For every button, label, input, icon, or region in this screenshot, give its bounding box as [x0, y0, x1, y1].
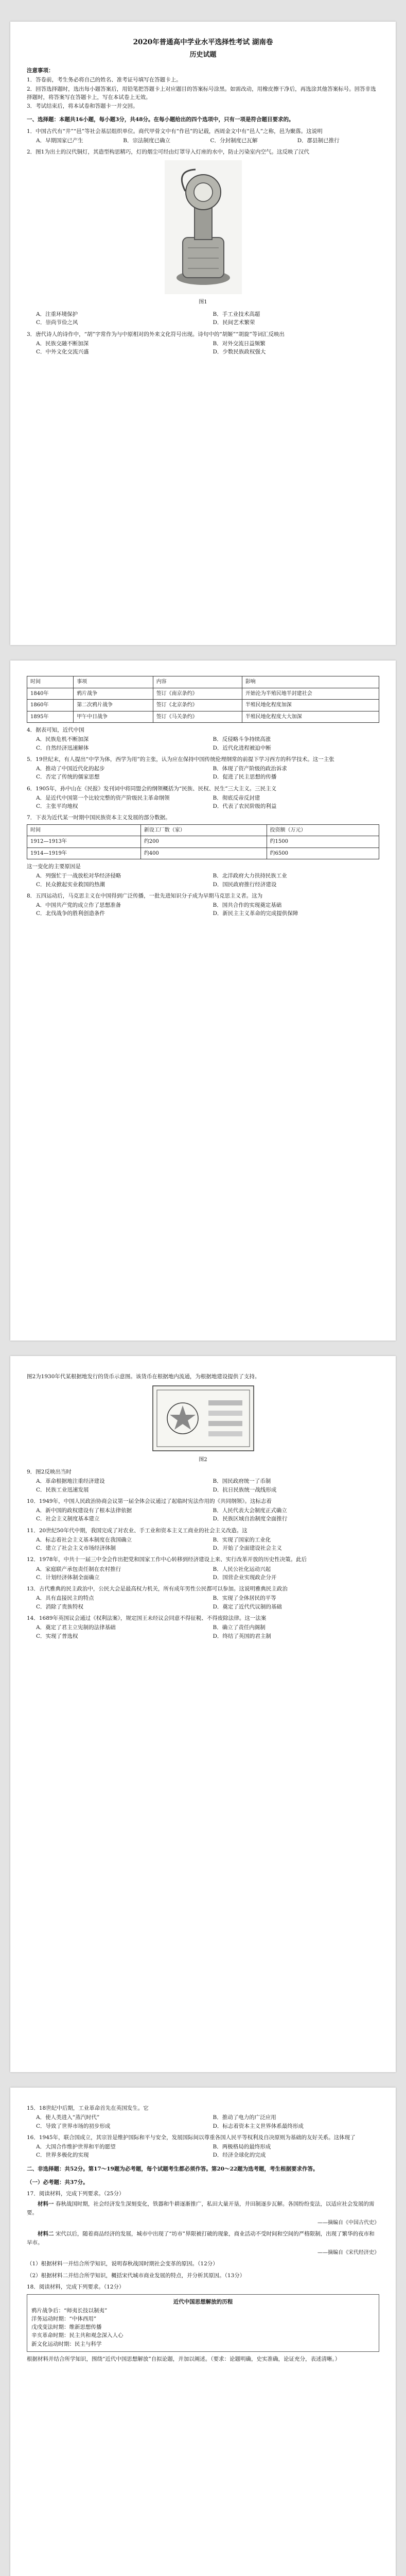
option: B．国民政府统一了币制 — [213, 1478, 271, 1485]
table-cell: 鸦片战争 — [74, 688, 153, 700]
option: A．家庭联产承包责任制在农村推行 — [36, 1566, 121, 1572]
table-cell: 约400 — [140, 848, 267, 859]
question-16: 16．1945年，联合国成立，其宗旨是维护国际和平与安全，发展国际间以尊重各国人民平等权利及自决原则为基础的友好关系。这体现了 — [27, 2134, 356, 2141]
exam-page-4 — [10, 2088, 396, 2576]
option: B．实现了全体居民的平等 — [213, 1595, 276, 1602]
question-14-options — [36, 1623, 379, 1640]
table-cell: 第二次鸦片战争 — [74, 700, 153, 711]
question-15-options — [36, 2113, 379, 2130]
option: C．自然经济迅速解体 — [36, 744, 89, 751]
question-1: 1．中国古代有“井”“邑”等社会基层组织单位。商代甲骨文中有“作邑”的记载，西周金文中有“邑人”之称，邑为聚落。这说明 — [27, 128, 323, 134]
table-cell: 约1500 — [267, 836, 379, 848]
table-cell: 签订《北京条约》 — [153, 700, 242, 711]
figure-1 — [27, 160, 379, 306]
option: B．手工业技术高超 — [213, 311, 260, 318]
question-12-options — [36, 1565, 379, 1582]
option: D．国民政府推行经济建设 — [213, 881, 277, 888]
table-cell: 新设工厂数（家） — [140, 824, 267, 836]
question-2-options — [36, 310, 379, 327]
question-4: 4．据表可知，近代中国 — [27, 727, 84, 733]
subsection-heading: （一）必考题：共37分。 — [27, 2179, 89, 2185]
option: A．标志着社会主义基本制度在我国确立 — [36, 1536, 132, 1543]
exam-subtitle: 历史试题 — [189, 50, 217, 59]
bronze-lamp-image — [165, 160, 242, 294]
table-row — [27, 836, 379, 848]
option: C．建立了社会主义市场经济体制 — [36, 1545, 116, 1552]
question-16-options — [36, 2143, 379, 2160]
table-row — [27, 711, 379, 723]
question-17: 17．阅读材料，完成下列要求。（25分） — [27, 2191, 125, 2197]
box-line: 辛亥革命时期：民主共和观念深入人心 — [31, 2332, 123, 2339]
question-7: 7．下表为近代某一时期中国民族资本主义发展的部分数据。 — [27, 815, 171, 821]
box-line: 戊戌变法时期：维新思想传播 — [31, 2324, 102, 2331]
section-heading: 一、选择题：本题共16小题，每小题3分，共48分。在每小题给出的四个选项中，只有一项是符合题目要求的。 — [27, 116, 294, 123]
option: C．主张平均地权 — [36, 803, 78, 810]
option: C．社会主义制度基本建立 — [36, 1516, 100, 1522]
option: C．导致了世界市场的初步形成 — [36, 2123, 111, 2129]
figure-2 — [27, 1385, 379, 1464]
exam-page-3 — [10, 1356, 396, 2072]
table-cell: 1914—1919年 — [27, 848, 141, 859]
question-8: 8．五四运动后，马克思主义在中国得到广泛传播，一批先进知识分子成为早期马克思主义者。这为 — [27, 892, 263, 899]
requirement: 根据材料并结合所学知识，围绕“近代中国思想解放”自拟论题，并加以阐述。（要求：论题明确，史实准确，论证充分，表述清晰。） — [27, 2355, 341, 2362]
table-cell: 1840年 — [27, 688, 74, 700]
table-row — [27, 824, 379, 836]
question-15: 15．18世纪中后期，工业革命首先在英国发生。它 — [27, 2105, 149, 2111]
table-cell: 时间 — [27, 676, 74, 688]
section-heading: 二、非选择题：共52分。第17～19题为必考题，每个试题考生都必须作答。第20～22题为选考题，考生根据要求作答。 — [27, 2165, 319, 2172]
option: D．抗日民族统一战线形成 — [213, 1486, 277, 1493]
table-cell: 1895年 — [27, 711, 74, 723]
table-cell: 1860年 — [27, 700, 74, 711]
option: C．实现了普选权 — [36, 1633, 78, 1639]
notice-item: 3．考试结束后，将本试卷和答题卡一并交回。 — [27, 103, 138, 110]
option: B．人民公社化运动兴起 — [213, 1566, 271, 1572]
currency-illustration — [152, 1385, 255, 1452]
option: B．反侵略斗争持续高涨 — [213, 736, 271, 743]
question-13-options — [36, 1594, 379, 1611]
table-cell: 半殖民地化程度大大加深 — [242, 711, 379, 723]
question-3: 3．唐代诗人的诗作中，“胡”字常作为与中原相对的外来文化符号出现。诗句中的“胡姬”“胡旋”等词汇反映出 — [27, 331, 285, 337]
material — [27, 2200, 379, 2217]
figure-1-caption: 图1 — [199, 299, 207, 305]
option: B．实现了国家的工业化 — [213, 1536, 271, 1543]
option: B．体现了资产阶级的政治诉求 — [213, 766, 287, 772]
material-source: ——摘编自《中国古代史》 — [317, 2219, 379, 2226]
question-14: 14．1689年英国议会通过《权利法案》，规定国王未经议会同意不得征税、不得废除法律。这一法案 — [27, 1615, 267, 1622]
table-row — [27, 848, 379, 859]
table-cell: 开始沦为半殖民地半封建社会 — [242, 688, 379, 700]
notice-block — [27, 66, 379, 110]
question-11-options — [36, 1536, 379, 1553]
question-2: 2．图1为出土的汉代铜灯，其造型构思精巧，灯的烟尘可经由灯罩导入灯座的水中，防止污染室内空气。这反映了汉代 — [27, 149, 309, 156]
notice-item: 1．答卷前，考生务必将自己的姓名、准考证号填写在答题卡上。 — [27, 77, 182, 83]
question-6-options — [36, 794, 379, 811]
option: A．具有直接民主的特点 — [36, 1595, 94, 1602]
option: B．北洋政府大力扶持民族工业 — [213, 873, 287, 879]
figure-2-intro: 图2为1930年代某根据地发行的货币示意图。该货币在根据地内流通，为根据地建设提供了支持。 — [27, 1374, 260, 1380]
table-cell: 事项 — [74, 676, 153, 688]
table-cell: 1912—1913年 — [27, 836, 141, 848]
table-cell: 签订《南京条约》 — [153, 688, 242, 700]
option: B．国共合作的实现奠定基础 — [213, 902, 282, 909]
material-source: ——摘编自《宋代经济史》 — [317, 2249, 379, 2256]
question-7-options — [36, 872, 379, 889]
option: A．早期国家已产生 — [36, 137, 83, 144]
question-9-options — [36, 1477, 379, 1494]
option: A．民族交融不断加深 — [36, 341, 89, 347]
table-row — [27, 676, 379, 688]
box-line: 新文化运动时期：民主与科学 — [31, 2341, 102, 2347]
exam-title: 2020年普通高中学业水平选择性考试 湖南卷 — [133, 38, 273, 46]
table-row — [27, 700, 379, 711]
option: B．人民代表大会制度正式确立 — [213, 1507, 287, 1514]
option: D．少数民族政权强大 — [213, 349, 266, 355]
material-text: 宋代以后，随着商品经济的发展，城市中出现了“坊市”界限被打破的现象，商业活动不受时间和空间的严格限制，出现了繁华的夜市和早市。 — [27, 2231, 375, 2246]
table-cell: 影响 — [242, 676, 379, 688]
material-box — [27, 2294, 379, 2352]
option: B．彻底反帝反封建 — [213, 794, 260, 801]
option: C．民族工业迅速发展 — [36, 1486, 89, 1493]
option: D．标志着资本主义世界体系最终形成 — [213, 2123, 304, 2129]
question-3-options — [36, 340, 379, 357]
material-text: 春秋战国时期，社会经济发生深刻变化，铁器和牛耕逐渐推广，私田大量开垦，井田制逐步瓦解。各国纷纷变法，以适应社会发展的需要。 — [27, 2201, 375, 2216]
option: D．终结了英国的君主制 — [213, 1633, 271, 1639]
figure-2-caption: 图2 — [199, 1456, 207, 1463]
question-11: 11．20世纪50年代中期，我国完成了对农业、手工业和资本主义工商业的社会主义改造。这 — [27, 1527, 248, 1534]
material-label: 材料一 — [38, 2201, 54, 2208]
question-8-options — [36, 901, 379, 918]
question-5-options — [36, 765, 379, 782]
question-12: 12．1978年，中共十一届三中全会作出把党和国家工作中心转移到经济建设上来、实行改革开放的历史性决策。此后 — [27, 1556, 307, 1563]
option: A．奠定了君主立宪制的法律基础 — [36, 1624, 116, 1631]
option: B．推动了电力的广泛应用 — [213, 2114, 276, 2121]
question-1-options — [36, 137, 379, 145]
option: B．两极格局的最终形成 — [213, 2144, 271, 2150]
option: D．代表了农民阶级的利益 — [213, 803, 277, 810]
option: A．推动了中国近代化的起步 — [36, 766, 105, 772]
table-cell: 签订《马关条约》 — [153, 711, 242, 723]
option: C．崇尚节俭之风 — [36, 319, 78, 326]
option: A．大国合作维护世界和平的愿望 — [36, 2144, 116, 2150]
requirement: （1）根据材料一并结合所学知识，说明春秋战国时期社会变革的原因。（12分） — [27, 2261, 218, 2267]
option: C．否定了传统的儒家思想 — [36, 774, 100, 781]
option: D．新民主主义革命的完成提供保障 — [213, 910, 298, 917]
box-title: 近代中国思想解放的历程 — [173, 2299, 233, 2306]
industry-table — [27, 824, 379, 860]
option: D．国营企业实现政企分开 — [213, 1574, 277, 1581]
notice-item: 2．回答选择题时，选出每小题答案后，用铅笔把答题卡上对应题目的答案标号涂黑。如需改动，用橡皮擦干净后，再选涂其他答案标号。回答非选择题时，将答案写在答题卡上，写在本试卷上无效。 — [27, 86, 376, 100]
option: B．确立了责任内阁制 — [213, 1624, 266, 1631]
option: C．中外文化交流兴盛 — [36, 349, 89, 355]
history-table — [27, 676, 379, 723]
question-10-options — [36, 1506, 379, 1523]
option: A．注重环境保护 — [36, 311, 78, 318]
option: A．是近代中国第一个比较完整的资产阶级民主革命纲领 — [36, 794, 170, 801]
question-6: 6．1905年，孙中山在《民报》发刊词中将同盟会的纲领概括为“民族、民权、民生”三大主义。三民主义 — [27, 785, 277, 792]
table-cell: 投资额（万元） — [267, 824, 379, 836]
box-line: 洋务运动时期：“中体西用” — [31, 2315, 97, 2322]
option: D．民族区域自治制度全面推行 — [213, 1516, 288, 1522]
option: A．使人类进入“蒸汽时代” — [36, 2114, 100, 2121]
box-line: 鸦片战争后：“师夷长技以制夷” — [31, 2307, 108, 2314]
option: B．宗法制度已确立 — [123, 137, 170, 144]
exam-page-1 — [10, 22, 396, 645]
exam-page-2 — [10, 660, 396, 1341]
option: A．新中国的政权建设有了根本法律依据 — [36, 1507, 132, 1514]
option: B．对外交流日益频繁 — [213, 341, 266, 347]
option: D．促进了民主思想的传播 — [213, 774, 277, 781]
requirement: （2）根据材料二并结合所学知识，概括宋代城市商业发展的特点，并分析其原因。（13分） — [27, 2272, 245, 2279]
question-9: 9．图2反映出当时 — [27, 1469, 72, 1476]
option: A．中国共产党的成立作了思想准备 — [36, 902, 121, 909]
option: A．民族危机不断加深 — [36, 736, 89, 743]
option: D．民间艺术繁荣 — [213, 319, 255, 326]
table-cell: 甲午中日战争 — [74, 711, 153, 723]
question-7-tail: 这一变化的主要原因是 — [27, 863, 81, 870]
option: C．分封制度已瓦解 — [210, 137, 258, 144]
table-cell: 约200 — [140, 836, 267, 848]
table-row — [27, 688, 379, 700]
table-cell: 时间 — [27, 824, 141, 836]
option: D．经济全球化的完成 — [213, 2152, 266, 2159]
option: D．郡县制已推行 — [297, 137, 340, 144]
option: C．民众掀起实业救国的热潮 — [36, 881, 105, 888]
option: D．奠定了近代代议制的基础 — [213, 1603, 282, 1610]
notice-heading: 注意事项： — [27, 67, 54, 74]
material — [27, 2230, 379, 2247]
option: A．列强忙于一战放松对华经济侵略 — [36, 873, 121, 879]
question-10: 10．1949年，中国人民政治协商会议第一届全体会议通过了起临时宪法作用的《共同纲领》。这标志着 — [27, 1498, 272, 1504]
option: C．世界多极化的实现 — [36, 2152, 89, 2159]
option: C．消除了贵族特权 — [36, 1603, 84, 1610]
option: D．开始了全面建设社会主义 — [213, 1545, 282, 1552]
question-18: 18．阅读材料，完成下列要求。（12分） — [27, 2283, 125, 2290]
material-label: 材料二 — [38, 2231, 54, 2238]
table-cell: 半殖民地化程度加深 — [242, 700, 379, 711]
question-13: 13．古代雅典的民主政治中，公民大会是最高权力机关，所有成年男性公民都可以参加。这说明雅典民主政治 — [27, 1586, 288, 1592]
option: A．革命根据地注重经济建设 — [36, 1478, 105, 1485]
question-5: 5．19世纪末，有人提出“中学为体，西学为用”的主张，认为应在保持中国传统伦理纲常的前提下学习西方的科学技术。这一主张 — [27, 756, 334, 762]
question-4-options — [36, 735, 379, 752]
option: C．北伐战争的胜利创造条件 — [36, 910, 105, 917]
option: D．近代化进程被迫中断 — [213, 744, 271, 751]
table-cell: 内容 — [153, 676, 242, 688]
option: C．计划经济体制全面确立 — [36, 1574, 100, 1581]
table-cell: 约6500 — [267, 848, 379, 859]
